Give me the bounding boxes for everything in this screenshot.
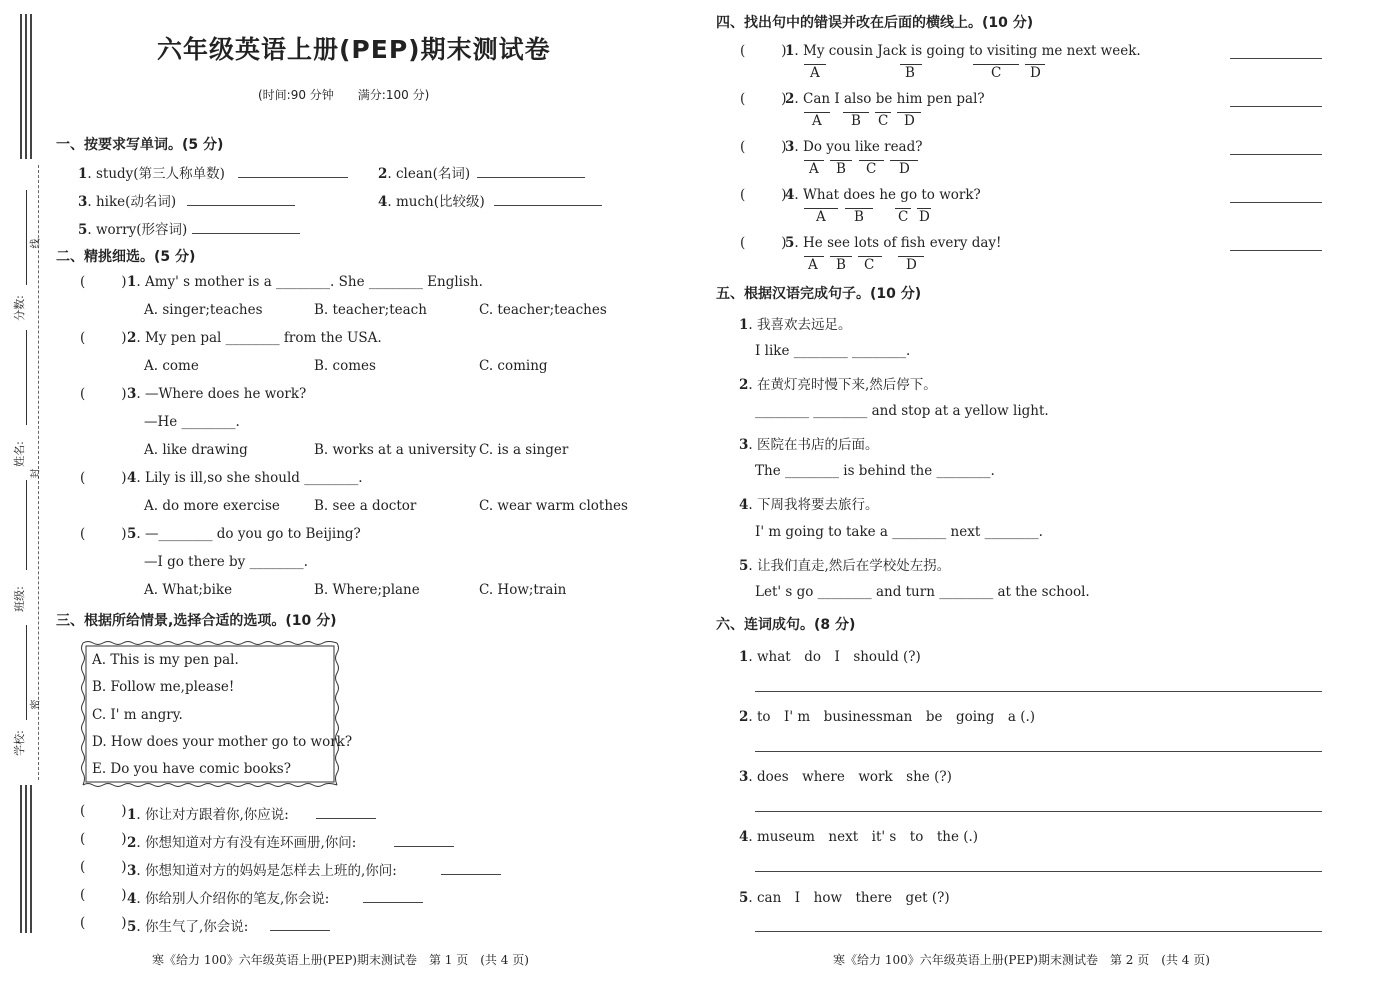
s4-q1-letter-b: B xyxy=(905,65,915,81)
s3-q4-text: 4. 你给别人介绍你的笔友,你会说: xyxy=(127,891,330,907)
s2-q2-stem: 2. My pen pal ________ from the USA. xyxy=(127,330,382,346)
s5-item2-en[interactable]: ________ ________ and stop at a yellow light. xyxy=(755,403,1049,419)
s6-item5: 5. can I how there get (?) xyxy=(739,890,950,906)
s2-q4-answer-paren[interactable]: ( ) xyxy=(80,470,127,486)
s1-answer-line-4[interactable] xyxy=(494,205,602,206)
s3-q2-text: 2. 你想知道对方有没有连环画册,你问: xyxy=(127,835,357,851)
s4-q1-correction-line[interactable] xyxy=(1230,58,1322,59)
s4-q3-correction-line[interactable] xyxy=(1230,154,1322,155)
box-option-a: A. This is my pen pal. xyxy=(92,652,239,668)
s4-q1-letter-d: D xyxy=(1030,65,1041,81)
s4-q3-letter-b: B xyxy=(836,161,846,177)
s1-answer-line-1[interactable] xyxy=(238,177,348,178)
school-label: 学校: xyxy=(12,730,26,756)
s2-q1-option-a: A. singer;teaches xyxy=(144,302,263,318)
section6-heading: 六、连词成句。(8 分) xyxy=(716,617,856,633)
s2-q2-answer-paren[interactable]: ( ) xyxy=(80,330,127,346)
s6-item3-answer-line[interactable] xyxy=(755,811,1322,812)
s2-q4-stem: 4. Lily is ill,so she should ________. xyxy=(127,470,363,486)
s4-q2-letter-c: C xyxy=(878,113,889,129)
binding-strip-bottom xyxy=(30,785,32,933)
s5-item3-en[interactable]: The ________ is behind the ________. xyxy=(755,463,995,479)
s3-q3-line[interactable] xyxy=(441,874,501,875)
s1-answer-line-3[interactable] xyxy=(187,205,295,206)
binding-close-label: 密 xyxy=(30,699,42,710)
s2-q3-option-b: B. works at a university xyxy=(314,442,477,458)
s4-q4-letter-d: D xyxy=(919,209,930,225)
box-option-c: C. I' m angry. xyxy=(92,707,183,723)
s4-q4-sentence: 4. What does he go to work? xyxy=(785,187,981,203)
s4-q5-letter-a: A xyxy=(808,257,818,273)
section3-heading: 三、根据所给情景,选择合适的选项。(10 分) xyxy=(56,613,337,629)
binding-strip-top xyxy=(30,14,32,159)
s2-q3-option-c: C. is a singer xyxy=(479,442,569,458)
binding-strip-top xyxy=(25,14,27,159)
binding-strip-bottom xyxy=(25,785,27,933)
s4-q1-answer-paren[interactable]: ( ) xyxy=(740,43,787,59)
s6-item4: 4. museum next it' s to the (.) xyxy=(739,829,979,845)
s3-q1-answer-paren[interactable]: ( ) xyxy=(80,803,127,819)
binding-name-line xyxy=(26,480,27,570)
s4-q2-letter-b: B xyxy=(851,113,861,129)
s2-q5-answer-paren[interactable]: ( ) xyxy=(80,526,127,542)
s6-item2-answer-line[interactable] xyxy=(755,751,1322,752)
s3-q1-line[interactable] xyxy=(316,818,376,819)
section2-heading: 二、精挑细选。(5 分) xyxy=(56,249,196,265)
s2-q3-stem: 3. —Where does he work? xyxy=(127,386,307,402)
s2-q3-option-a: A. like drawing xyxy=(144,442,248,458)
s1-item-5: 5. worry(形容词) xyxy=(78,222,188,238)
s2-q4-option-a: A. do more exercise xyxy=(144,498,280,514)
s4-q3-letter-d: D xyxy=(899,161,910,177)
s4-q4-answer-paren[interactable]: ( ) xyxy=(740,187,787,203)
s3-q2-answer-paren[interactable]: ( ) xyxy=(80,831,127,847)
s1-item-3: 3. hike(动名词) xyxy=(78,194,177,210)
s3-q4-line[interactable] xyxy=(363,902,423,903)
binding-line-label: 线 xyxy=(30,238,42,249)
score-label: 分数: xyxy=(12,295,26,321)
s4-q1-letter-a: A xyxy=(810,65,820,81)
s3-q4-answer-paren[interactable]: ( ) xyxy=(80,887,127,903)
s2-q3-stem2: —He ________. xyxy=(144,414,240,430)
s4-q5-sentence: 5. He see lots of fish every day! xyxy=(785,235,1002,251)
s2-q1-stem: 1. Amy' s mother is a ________. She ________ English. xyxy=(127,274,483,290)
s2-q5-option-c: C. How;train xyxy=(479,582,567,598)
s2-q2-option-a: A. come xyxy=(144,358,199,374)
s5-item4-en[interactable]: I' m going to take a ________ next ________. xyxy=(755,524,1043,540)
s3-q5-text: 5. 你生气了,你会说: xyxy=(127,919,249,935)
s3-q5-answer-paren[interactable]: ( ) xyxy=(80,915,127,931)
s2-q5-option-b: B. Where;plane xyxy=(314,582,420,598)
s2-q4-option-b: B. see a doctor xyxy=(314,498,417,514)
s2-q1-option-b: B. teacher;teach xyxy=(314,302,427,318)
s2-q3-answer-paren[interactable]: ( ) xyxy=(80,386,127,402)
s4-q2-answer-paren[interactable]: ( ) xyxy=(740,91,787,107)
box-option-e: E. Do you have comic books? xyxy=(92,761,291,777)
s4-q2-sentence: 2. Can I also be him pen pal? xyxy=(785,91,985,107)
s2-q2-option-b: B. comes xyxy=(314,358,376,374)
s5-item2-cn: 2. 在黄灯亮时慢下来,然后停下。 xyxy=(739,377,937,393)
s3-q5-line[interactable] xyxy=(270,930,330,931)
s4-q5-letter-c: C xyxy=(864,257,875,273)
binding-strip-top xyxy=(20,14,22,159)
name-label: 姓名: xyxy=(12,441,26,467)
binding-strip-bottom xyxy=(20,785,22,933)
s4-q2-correction-line[interactable] xyxy=(1230,106,1322,107)
s2-q5-stem2: —I go there by ________. xyxy=(144,554,308,570)
s6-item4-answer-line[interactable] xyxy=(755,871,1322,872)
s3-q3-answer-paren[interactable]: ( ) xyxy=(80,859,127,875)
s4-q2-letter-d: D xyxy=(904,113,915,129)
s4-q4-correction-line[interactable] xyxy=(1230,202,1322,203)
s2-q2-option-c: C. coming xyxy=(479,358,548,374)
s5-item3-cn: 3. 医院在书店的后面。 xyxy=(739,437,879,453)
s5-item5-cn: 5. 让我们直走,然后在学校处左拐。 xyxy=(739,558,951,574)
s2-q5-stem: 5. —________ do you go to Beijing? xyxy=(127,526,361,542)
s6-item2: 2. to I' m businessman be going a (.) xyxy=(739,709,1036,725)
s4-q4-letter-a: A xyxy=(816,209,826,225)
exam-title: 六年级英语上册(PEP)期末测试卷 xyxy=(157,35,551,64)
s3-q3-text: 3. 你想知道对方的妈妈是怎样去上班的,你问: xyxy=(127,863,397,879)
s1-answer-line-2[interactable] xyxy=(477,177,585,178)
s6-item1: 1. what do I should (?) xyxy=(739,649,921,665)
s2-q1-option-c: C. teacher;teaches xyxy=(479,302,607,318)
s4-q3-letter-a: A xyxy=(809,161,819,177)
s4-q1-sentence: 1. My cousin Jack is going to visiting me next week. xyxy=(785,43,1141,59)
s1-item-4: 4. much(比较级) xyxy=(378,194,485,210)
s1-item-2: 2. clean(名词) xyxy=(378,166,471,182)
page2-footer: 寒《给力 100》六年级英语上册(PEP)期末测试卷 第 2 页 (共 4 页) xyxy=(833,953,1210,967)
s5-item5-en[interactable]: Let' s go ________ and turn ________ at the school. xyxy=(755,584,1090,600)
s4-q1-letter-c: C xyxy=(991,65,1002,81)
section5-heading: 五、根据汉语完成句子。(10 分) xyxy=(716,286,922,302)
binding-seal-label: 封 xyxy=(30,468,42,479)
s1-answer-line-5[interactable] xyxy=(192,233,300,234)
page1-footer: 寒《给力 100》六年级英语上册(PEP)期末测试卷 第 1 页 (共 4 页) xyxy=(152,953,529,967)
binding-name-line xyxy=(26,190,27,285)
class-label: 班级: xyxy=(12,586,26,612)
s1-item-1: 1. study(第三人称单数) xyxy=(78,166,225,182)
s4-q5-letter-d: D xyxy=(906,257,917,273)
s4-q2-letter-a: A xyxy=(812,113,822,129)
s4-q5-correction-line[interactable] xyxy=(1230,250,1322,251)
section4-heading: 四、找出句中的错误并改在后面的横线上。(10 分) xyxy=(716,15,1034,31)
binding-name-line xyxy=(26,330,27,425)
box-option-d: D. How does your mother go to work? xyxy=(92,734,353,750)
exam-subtitle: (时间:90 分钟 满分:100 分) xyxy=(258,88,430,102)
s4-q3-answer-paren[interactable]: ( ) xyxy=(740,139,787,155)
s6-item5-answer-line[interactable] xyxy=(755,931,1322,932)
s2-q1-answer-paren[interactable]: ( ) xyxy=(80,274,127,290)
s2-q4-option-c: C. wear warm clothes xyxy=(479,498,628,514)
section1-heading: 一、按要求写单词。(5 分) xyxy=(56,137,224,153)
s5-item1-cn: 1. 我喜欢去远足。 xyxy=(739,317,852,333)
s5-item1-en[interactable]: I like ________ ________. xyxy=(755,343,911,359)
s3-q2-line[interactable] xyxy=(394,846,454,847)
s6-item3: 3. does where work she (?) xyxy=(739,769,952,785)
box-option-b: B. Follow me,please! xyxy=(92,679,235,695)
s6-item1-answer-line[interactable] xyxy=(755,691,1322,692)
s4-q4-letter-b: B xyxy=(854,209,864,225)
s4-q3-sentence: 3. Do you like read? xyxy=(785,139,923,155)
s4-q3-letter-c: C xyxy=(866,161,877,177)
s4-q5-answer-paren[interactable]: ( ) xyxy=(740,235,787,251)
s4-q5-letter-b: B xyxy=(836,257,846,273)
s2-q5-option-a: A. What;bike xyxy=(144,582,233,598)
s5-item4-cn: 4. 下周我将要去旅行。 xyxy=(739,497,879,513)
s3-q1-text: 1. 你让对方跟着你,你应说: xyxy=(127,807,289,823)
s4-q4-letter-c: C xyxy=(898,209,909,225)
